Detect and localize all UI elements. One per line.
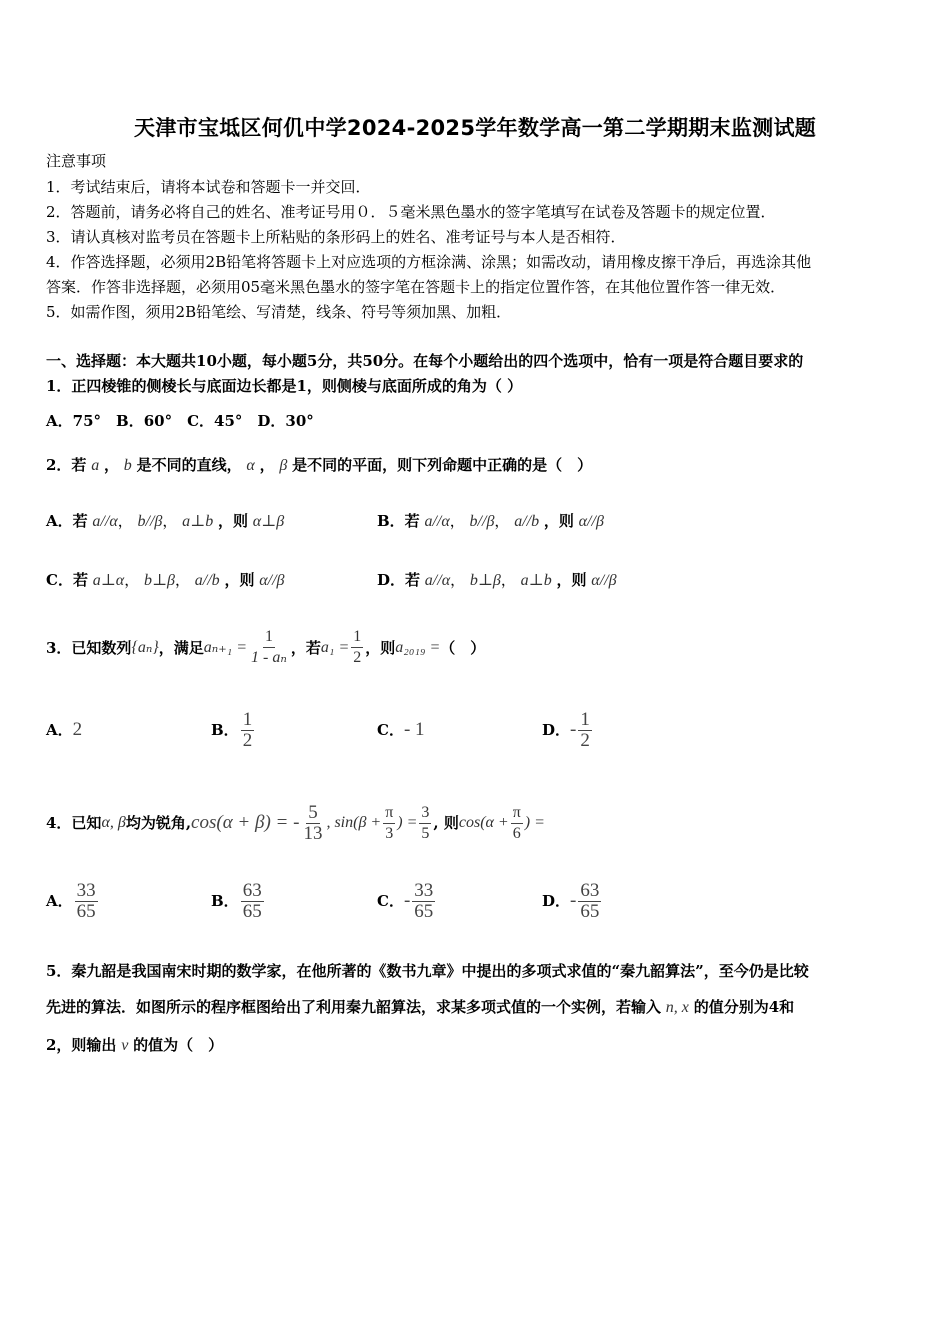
text: ，则 <box>365 638 396 657</box>
denominator: 2 <box>580 729 590 751</box>
denominator: 65 <box>580 900 600 922</box>
q3-option-d[interactable] <box>542 705 594 755</box>
denominator: 13 <box>303 822 323 844</box>
q2-var-a: a <box>91 457 100 474</box>
math: 2 <box>72 719 83 740</box>
notice-item: 3．请认真核对监考员在答题卡上所粘贴的条形码上的姓名、准考证号与本人是否相符． <box>46 228 626 246</box>
q4-option-b[interactable] <box>211 873 266 929</box>
then: ，则 <box>217 512 248 530</box>
option-label: C．若 <box>46 571 88 589</box>
q4-option-c[interactable] <box>377 873 437 929</box>
text: 的值为（ ） <box>133 1036 224 1054</box>
fraction <box>249 627 289 668</box>
numerator: 1 <box>351 627 363 648</box>
q2-text-planes: 是不同的平面，则下列命题中正确的是（ ） <box>292 456 593 474</box>
q2-option-b[interactable]: B．若 a//α， b//β， a//b ，则 α//β <box>377 512 604 530</box>
math: a//α <box>424 513 450 530</box>
option-label: A． <box>46 892 73 910</box>
math: a⊥b <box>520 572 552 589</box>
q2-option-c[interactable]: C．若 a⊥α， b⊥β， a//b ，则 α//β <box>46 571 285 589</box>
notice-item: 答案．作答非选择题，必须用05毫米黑色墨水的签字笔在答题卡上的指定位置作答，在其他位置作答一律无效． <box>46 278 786 296</box>
math: a₂₀₁₉ = <box>395 638 441 656</box>
option-label: D． <box>542 892 571 910</box>
numerator: 63 <box>580 879 600 901</box>
math: α//β <box>259 572 285 589</box>
notice-item: 5．如需作图，须用2B铅笔绘、写清楚，线条、符号等须加黑、加粗． <box>46 303 512 321</box>
math: α//β <box>578 513 604 530</box>
notice-item: 4．作答选择题，必须用2B铅笔将答题卡上对应选项的方框涂满、涂黑；如需改动，请用橡皮擦干净后，再选涂其他 <box>46 253 812 271</box>
option-label: C． <box>377 721 404 739</box>
fraction <box>511 803 523 844</box>
sign: - <box>403 890 411 911</box>
option-label: A． <box>46 721 73 739</box>
notice-item: 2．答题前，请务必将自己的姓名、准考证号用０．５毫米黑色墨水的签字笔填写在试卷及答题卡的规定位置． <box>46 203 776 221</box>
option-label: D．若 <box>377 571 421 589</box>
math: cos(α + <box>458 814 509 831</box>
section-heading: 一、选择题：本大题共10小题，每小题5分，共50分。在每个小题给出的四个选项中，恰有一项是符合题目要求的 <box>46 352 804 370</box>
q4-stem <box>46 793 545 853</box>
fraction <box>301 803 324 844</box>
q5-line1: 5．秦九韶是我国南宋时期的数学家，在他所著的《数书九章》中提出的多项式求值的“秦九韶算法”，至今仍是比较 <box>46 962 809 980</box>
math: , sin(β + <box>326 814 382 831</box>
q3-stem <box>46 627 485 668</box>
q5-line2 <box>46 997 794 1018</box>
numerator: 3 <box>419 803 431 824</box>
q1-stem: 1．正四棱锥的侧棱长与底面边长都是1，则侧棱与底面所成的角为（ ） <box>46 377 523 395</box>
q2-option-d[interactable]: D．若 a//α， b⊥β， a⊥b ，则 α//β <box>377 571 617 589</box>
then: ，则 <box>543 512 574 530</box>
option-label: A．若 <box>46 512 88 530</box>
q3-num: 3．已知数列 <box>46 638 132 657</box>
q3-option-b[interactable] <box>211 705 256 755</box>
text: 的值分别为4和 <box>693 998 795 1016</box>
q2-num: 2．若 <box>46 456 87 474</box>
denominator: 2 <box>353 649 362 666</box>
q2-option-a[interactable]: A．若 a//α， b//β， a⊥b ，则 α⊥β <box>46 512 285 530</box>
sign: - <box>570 719 577 740</box>
math: cos(α + β) = - <box>191 812 300 833</box>
option-label: B． <box>211 721 239 739</box>
fraction <box>419 803 431 844</box>
option-label: B．若 <box>377 512 420 530</box>
denominator: 5 <box>421 824 430 842</box>
math: a⊥b <box>182 513 214 530</box>
math: ) = <box>397 814 418 831</box>
numerator: 33 <box>76 879 96 901</box>
q4-option-a[interactable] <box>46 873 100 929</box>
then: ，则 <box>556 571 587 589</box>
text: （ ） <box>440 638 486 657</box>
numerator: π <box>511 803 523 824</box>
math: b⊥β <box>469 572 501 589</box>
math: b//β <box>137 513 163 530</box>
option-label: D． <box>542 721 571 739</box>
fraction <box>578 881 601 922</box>
denominator: 3 <box>385 824 394 842</box>
math: α⊥β <box>252 513 285 530</box>
numerator: 1 <box>242 708 253 730</box>
text: 均为锐角, <box>125 814 192 832</box>
q2-comma: ， <box>104 456 120 474</box>
numerator: 1 <box>580 708 590 730</box>
math: n, x <box>665 999 689 1016</box>
math: a₁ = <box>320 638 350 656</box>
denominator: 6 <box>512 824 521 842</box>
math: - 1 <box>403 719 425 740</box>
math: a//α <box>92 513 118 530</box>
numerator: 5 <box>308 801 318 823</box>
numerator: 33 <box>414 879 434 901</box>
q2-text-lines: 是不同的直线， <box>136 456 242 474</box>
math: a⊥α <box>92 572 125 589</box>
q2-var-alpha: α <box>246 457 255 474</box>
text: 2，则输出 <box>46 1036 117 1054</box>
q2-var-beta: β <box>279 457 288 474</box>
fraction <box>351 627 363 668</box>
fraction <box>75 881 98 922</box>
option-label: C． <box>377 892 404 910</box>
q3-option-c[interactable] <box>377 705 425 755</box>
text: ，满足 <box>158 638 204 657</box>
denominator: 65 <box>242 900 262 922</box>
fraction <box>383 803 395 844</box>
fraction <box>412 881 435 922</box>
then: ，则 <box>224 571 255 589</box>
math: ) = <box>524 814 545 831</box>
q5-line3 <box>46 1035 223 1056</box>
math: a//b <box>514 513 540 530</box>
q2-stem: 2．若 a ， b 是不同的直线， α ， β 是不同的平面，则下列命题中正确的是（ ） <box>46 456 593 474</box>
denominator: 65 <box>414 900 434 922</box>
text: 先进的算法．如图所示的程序框图给出了利用秦九韶算法，求某多项式值的一个实例，若输入 <box>46 998 662 1016</box>
q4-num: 4．已知 <box>46 814 102 832</box>
notice-heading: 注意事项 <box>46 152 107 170</box>
numerator: 63 <box>242 879 262 901</box>
fraction <box>578 710 592 751</box>
math: α//β <box>591 572 617 589</box>
math: α, β <box>101 814 126 831</box>
math: a//b <box>194 572 220 589</box>
notice-item: 1．考试结束后，请将本试卷和答题卡一并交回． <box>46 178 371 196</box>
denominator: 65 <box>76 900 96 922</box>
math: b⊥β <box>143 572 175 589</box>
text: ，若 <box>290 638 321 657</box>
fraction <box>241 710 255 751</box>
option-label: B． <box>211 892 239 910</box>
numerator: π <box>383 803 395 824</box>
math: v <box>121 1037 129 1054</box>
math: b//β <box>469 513 495 530</box>
sign: - <box>570 890 577 911</box>
denominator: 2 <box>242 729 253 751</box>
math: {aₙ} <box>131 638 159 656</box>
q2-var-b: b <box>123 457 132 474</box>
q1-options: A．75° B．60° C．45° D．30° <box>46 412 314 430</box>
q4-option-d[interactable] <box>542 873 603 929</box>
numerator: 1 <box>263 627 275 648</box>
text: , 则 <box>433 814 459 832</box>
denominator: 1 - aₙ <box>251 649 287 666</box>
math: aₙ₊₁ = <box>203 638 248 656</box>
math: a//α <box>424 572 451 589</box>
q3-option-a[interactable] <box>46 705 82 755</box>
fraction <box>241 881 264 922</box>
page-title: 天津市宝坻区何仉中学2024-2025学年数学高一第二学期期末监测试题 <box>133 116 817 140</box>
